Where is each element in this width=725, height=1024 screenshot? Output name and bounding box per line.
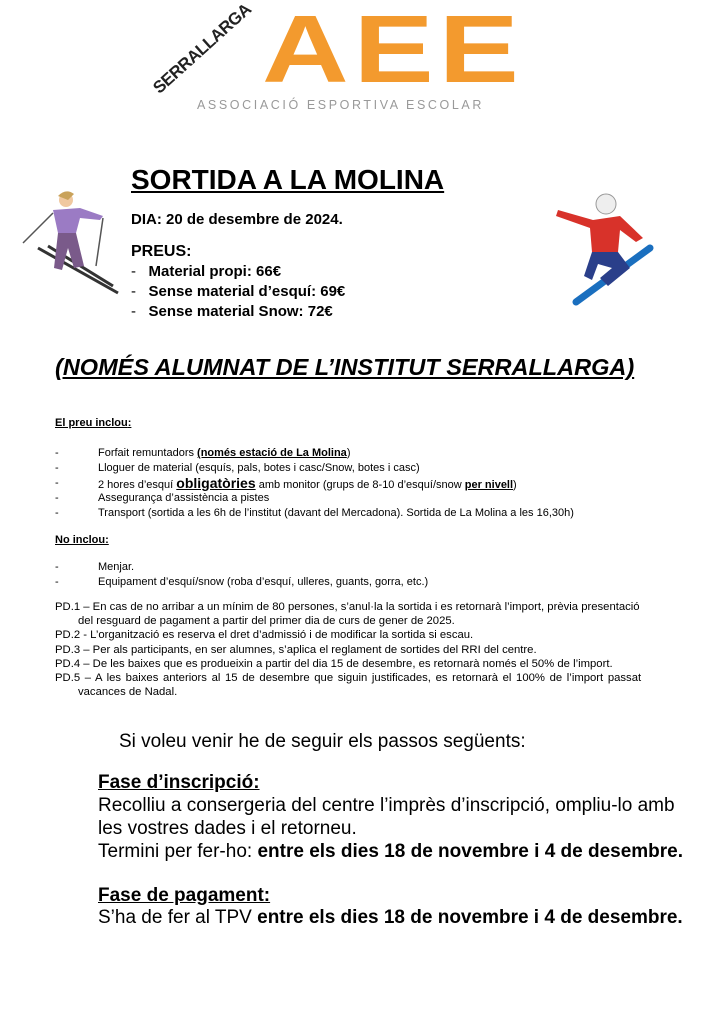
phase1-deadline: Termini per fer-ho: entre els dies 18 de novembre i 4 de desembre.	[98, 841, 684, 862]
note-line: PD.1 – En cas de no arribar a un mínim de 80 persones, s’anul·la la sortida i es retornarà l’import, prèvia presentació	[55, 601, 640, 613]
note-line: del resguard de pagament a partir del primer dia de curs de gener de 2025.	[78, 615, 455, 627]
steps-intro: Si voleu venir he de seguir els passos següents:	[119, 731, 526, 752]
phase1-line: les vostres dades i el retorneu.	[98, 818, 357, 839]
price-item: - Material propi: 66€	[131, 263, 282, 280]
note-line: PD.5 – A les baixes anteriors al 15 de desembre que siguin justificades, es retornarà el 100% de l’import passat	[55, 672, 642, 684]
note-line: vacances de Nadal.	[78, 686, 178, 698]
eligibility-banner: (NOMÉS ALUMNAT DE L’INSTITUT SERRALLARGA)	[55, 354, 635, 380]
note-line: PD.4 – De les baixes que es produeixin a partir del dia 15 de desembre, es retornarà només el 50% de l’import.	[55, 658, 613, 670]
skier-illustration	[18, 188, 123, 298]
excludes-heading: No inclou:	[55, 534, 109, 546]
price-item: - Sense material Snow: 72€	[131, 303, 333, 320]
event-date: DIA: 20 de desembre de 2024.	[131, 211, 343, 228]
logo-brand-text: AEE	[262, 0, 524, 103]
price-item: - Sense material d’esquí: 69€	[131, 283, 346, 300]
page-title: SORTIDA A LA MOLINA	[131, 164, 445, 195]
includes-heading: El preu inclou:	[55, 417, 132, 429]
phase2-deadline: S’ha de fer al TPV entre els dies 18 de novembre i 4 de desembre.	[98, 907, 683, 928]
document-page: SERRALLARGA AEE ASSOCIACIÓ ESPORTIVA ESCOLAR SORTIDA A LA MOLINA DIA: 20 de desembre de 2024. PREUS: - Material propi: 66€ - Sense material d’esquí: 69€ - Sense material Snow: 72€ (NOMÉS ALUMNAT DE L’INSTITUT SERRALLARGA) El preu inclou: - Forfait remuntadors (només estació de La Molina) - Lloguer de material (esquís, pals, botes i casc/Snow, botes i casc) - 2 hores d’esquí obligatòries amb monitor (grups de 8-10 d’esquí/snow per nivell) - Assegurança d’assistència a pistes - Transport (sortida a les 6h de l’institut (davant del Mercadona). Sortida de La Molina a les 16,30h) No inclou: - Menjar. - Equipament d’esquí/snow (roba d’esquí, ulleres, guants, gorra, etc.) PD.1 – En cas de no arribar a un mínim de 80 persones, s’anul·la la sortida i es retornarà l’import, prèvia presentació del resguard de pagament a partir del primer dia de curs de gener de 2025. PD.2 - L’organització es reserva el dret d’admissió i de modificar la sortida si escau. PD.3 – Per als participants, en ser alumnes, s’aplica el reglament de sortides del RRI del centre. PD.4 – De les baixes que es produeixin a partir del dia 15 de desembre, es retornarà només el 50% de l’import. PD.5 – A les baixes anteriors al 15 de desembre que siguin justificades, es retornarà el 100% de l’import passat vacances de Nadal. Si voleu venir he de seguir els passos següents: Fase d’inscripció: Recolliu a consergeria del centre l’imprès d’inscripció, ompliu-lo amb les vostres dades i el retorneu. Termini per fer-ho: entre els dies 18 de novembre i 4 de desembre. Fase de pagament: S’ha de fer al TPV entre els dies 18 de novembre i 4 de desembre.	[0, 0, 725, 1024]
prices-heading: PREUS:	[131, 243, 192, 260]
snowboarder-illustration	[548, 190, 658, 312]
phase1-line: Recolliu a consergeria del centre l’imprès d’inscripció, ompliu-lo amb	[98, 795, 675, 816]
logo-school-text: SERRALLARGA	[149, 0, 255, 98]
phase2-heading: Fase de pagament:	[98, 885, 271, 906]
logo-subtitle: ASSOCIACIÓ ESPORTIVA ESCOLAR	[197, 98, 484, 112]
note-line: PD.2 - L’organització es reserva el dret d’admissió i de modificar la sortida si escau.	[55, 629, 474, 641]
note-line: PD.3 – Per als participants, en ser alumnes, s’aplica el reglament de sortides del RRI del centre.	[55, 644, 537, 656]
phase1-heading: Fase d’inscripció:	[98, 772, 260, 793]
